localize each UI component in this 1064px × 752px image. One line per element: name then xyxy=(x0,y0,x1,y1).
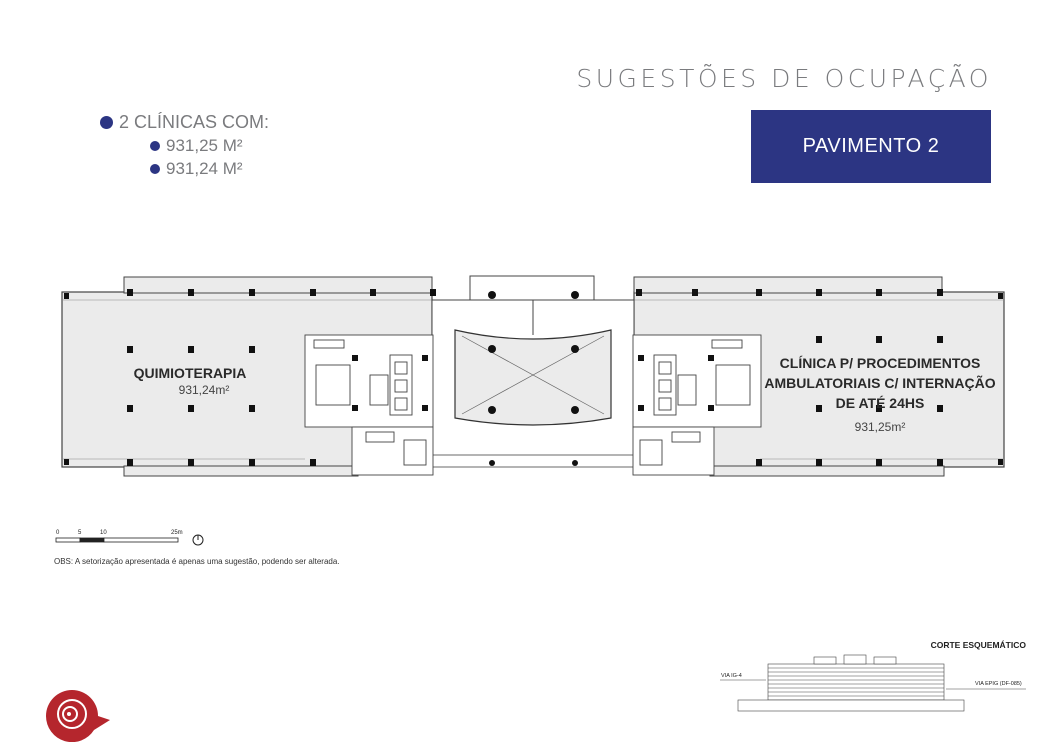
section-title: CORTE ESQUEMÁTICO xyxy=(930,640,1026,650)
page-title: SUGESTÕES DE OCUPAÇÃO xyxy=(576,64,992,93)
central-core xyxy=(432,276,634,467)
right-zone-name-line-3: DE ATÉ 24HS xyxy=(835,395,925,411)
section-right-label: VIA EPIG (DF-085) xyxy=(975,681,1022,687)
left-zone-area: 931,24m² xyxy=(178,383,230,397)
scale-label: 5 xyxy=(78,530,82,536)
scale-label: 25m xyxy=(171,530,183,536)
summary-item-label: 931,25 M² xyxy=(166,136,243,155)
disclaimer-note: OBS: A setorização apresentada é apenas uma sugestão, podendo ser alterada. xyxy=(54,557,340,566)
scale-label: 10 xyxy=(100,530,107,536)
right-zone-name-line-1: CLÍNICA P/ PROCEDIMENTOS xyxy=(779,355,981,371)
brand-logo xyxy=(44,686,114,742)
schematic-section xyxy=(720,655,1026,711)
scale-bar xyxy=(56,530,203,545)
summary-heading-label: 2 CLÍNICAS COM: xyxy=(119,112,270,132)
floor-badge-label: PAVIMENTO 2 xyxy=(802,135,940,157)
right-zone-name-line-2: AMBULATORIAIS C/ INTERNAÇÃO xyxy=(764,375,996,391)
north-icon xyxy=(193,535,203,545)
section-left-label: VIA IG-4 xyxy=(721,673,742,679)
right-zone-area: 931,25m² xyxy=(854,420,906,434)
summary-item-label: 931,24 M² xyxy=(166,159,243,178)
left-zone-name: QUIMIOTERAPIA xyxy=(133,365,247,381)
scale-label: 0 xyxy=(56,530,60,536)
